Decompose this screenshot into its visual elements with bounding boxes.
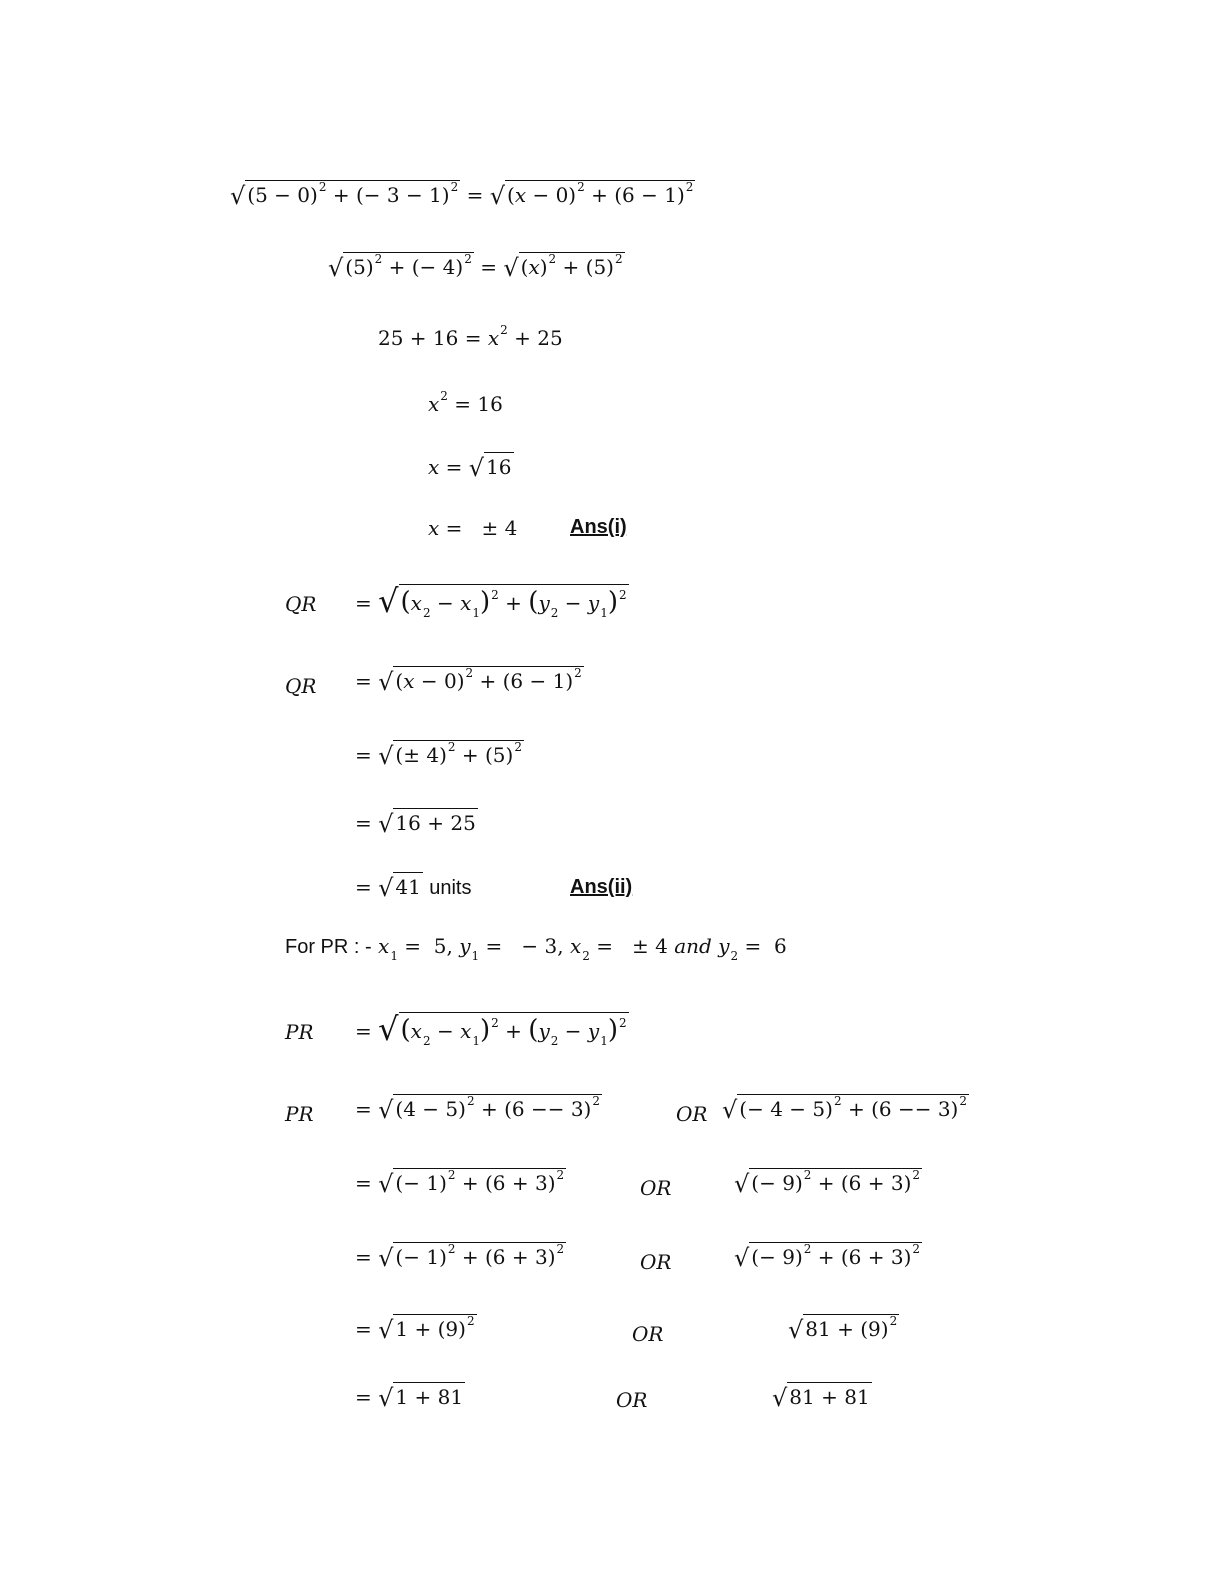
qr-substitution: = √ $(x - 0)^2 + (6 - 1)^2$ [355, 666, 582, 696]
pr-step-4b: √ 81 + 81 [772, 1384, 870, 1412]
equation-line-3: $25 + 16 = x^2 + 25$ [378, 323, 563, 350]
units-label: units [429, 877, 472, 899]
pr-label-2: PR [285, 1102, 314, 1126]
pr-step-2b: √ (− $9)^2 + (6 + 3)^2$ [734, 1242, 921, 1272]
equation-line-5: x = √ 16 [428, 454, 512, 482]
equation-line-6: x = ± 4 [428, 516, 518, 540]
or-label-5: OR [616, 1388, 648, 1412]
equation-line-2: √ $(5)^2$ + (− 4)$^2$ = √ $(x)^2 + (5)^2$ [328, 252, 623, 282]
qr-step-2: = √ 16 + 25 [355, 810, 476, 838]
pr-intro-label: For PR : - [285, 936, 372, 958]
equation-line-1: √ $(5 - 0)^2$ + (− 3 − 1)$^2$ = √ $(x - 0)^2 + (6 - 1)^2$ [230, 180, 694, 210]
pr-step-1a: = √ (− $1)^2 + (6 + 3)^2$ [355, 1168, 565, 1198]
pr-formula: = $√(x_2 - x_1)^2 + (y_2 - y_1)^2$ [355, 1010, 627, 1048]
or-label-2: OR [640, 1176, 672, 1200]
pr-intro: For PR : - $x_1 = 5$, $y_1$ = − 3, $x_2$ = ± 4 and $y_2 = 6$ [285, 934, 787, 963]
pr-substitution-a: = √ $(4 - 5)^2 + (6 -- 3)^2$ [355, 1094, 600, 1124]
pr-substitution-b: √ (− $4 - 5)^2 + (6 -- 3)^2$ [722, 1094, 967, 1124]
equation-line-4: $x^2 = 16$ [428, 389, 503, 416]
qr-formula: = $√(x_2 - x_1)^2 + (y_2 - y_1)^2$ [355, 582, 627, 620]
or-label-1: OR [676, 1102, 708, 1126]
pr-step-3a: = √ $1 + (9)^2$ [355, 1314, 475, 1344]
or-label-3: OR [640, 1250, 672, 1274]
qr-label-2: QR [285, 674, 317, 698]
answer-label-1: Ans(i) [570, 516, 627, 538]
pr-label: PR [285, 1020, 314, 1044]
pr-step-2a: = √ (− $1)^2 + (6 + 3)^2$ [355, 1242, 565, 1272]
qr-step-1: = √ (± $4)^2 + (5)^2$ [355, 740, 522, 770]
qr-step-3: = √ 41 units [355, 874, 472, 902]
qr-label: QR [285, 592, 317, 616]
pr-step-4a: = √ 1 + 81 [355, 1384, 464, 1412]
answer-label-2: Ans(ii) [570, 876, 633, 898]
pr-step-3b: √ $81 + (9)^2$ [788, 1314, 898, 1344]
pr-step-1b: √ (− $9)^2 + (6 + 3)^2$ [734, 1168, 921, 1198]
or-label-4: OR [632, 1322, 664, 1346]
